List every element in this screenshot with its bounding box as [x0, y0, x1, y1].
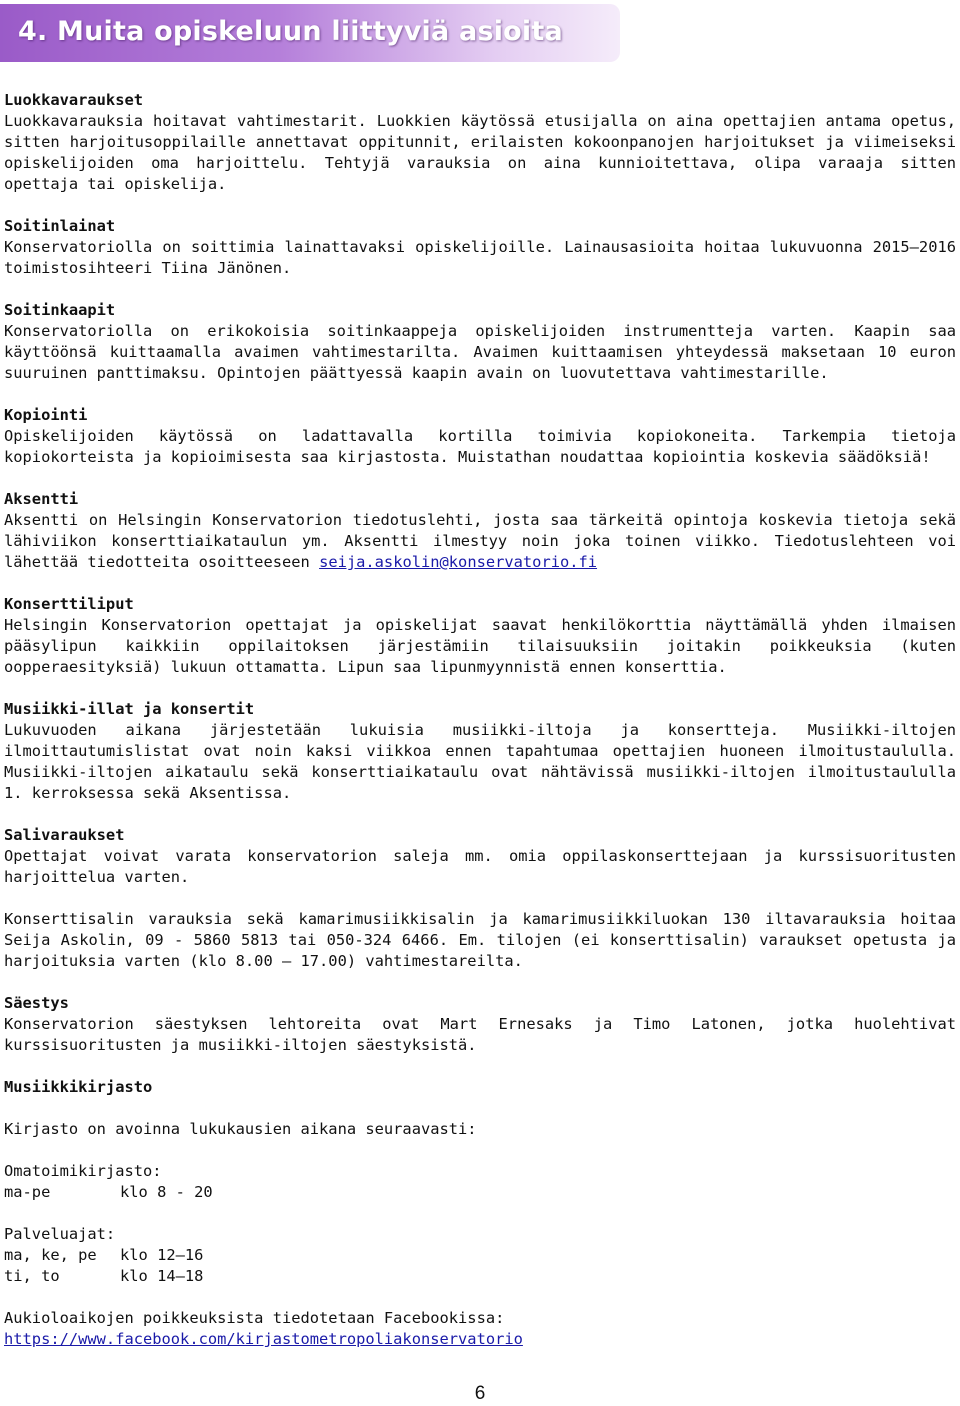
document-body	[4, 90, 956, 1371]
section-text: Lukuvuoden aikana järjestetään lukuisia musiikki-iltoja ja konsertteja. Musiikki-iltojen ilmoittautumislistat ovat noin kaksi viikkoa ennen tapahtumaa opettajien huoneen ilmoitustaululla. Musiikki-iltojen aikataulu sekä konserttiaikataulu ovat nähtävissä musiikki-iltojen ilmoitustaululla 1. kerroksessa sekä Aksentissa.	[4, 721, 956, 802]
section-text: Konservatoriolla on erikokoisia soitinkaappeja opiskelijoiden instrumentteja varten. Kaapin saa käyttöönsä kuittaamalla avaimen vahtimestarilta. Avaimen kuittaamisen yhteydessä maksetaan 10 euron suuruinen panttimaksu. Opintojen päättyessä kaapin avain on luovutettava vahtimestarille.	[4, 322, 956, 382]
service-label: Palveluajat:	[4, 1225, 116, 1243]
section-musiikkikirjasto	[4, 1077, 956, 1350]
hours-row	[4, 1182, 956, 1203]
hours-days: ma-pe	[4, 1183, 51, 1201]
section-text: Konservatoriolla on soittimia lainattavaksi opiskelijoille. Lainausasioita hoitaa lukuvuonna 2015–2016 toimistosihteeri Tiina Jänönen.	[4, 238, 956, 277]
section-heading: Kopiointi	[4, 406, 88, 424]
section-heading: Luokkavaraukset	[4, 91, 143, 109]
section-soitinlainat	[4, 216, 956, 279]
self-service-label: Omatoimikirjasto:	[4, 1162, 162, 1180]
section-heading: Musiikkikirjasto	[4, 1078, 153, 1096]
section-heading: Musiikki-illat ja konsertit	[4, 700, 255, 718]
chapter-title: 4. Muita opiskeluun liittyviä asioita	[18, 16, 563, 47]
hours-time: klo 8 - 20	[120, 1183, 213, 1201]
chapter-header	[0, 4, 620, 62]
section-soitinkaapit	[4, 300, 956, 384]
email-link[interactable]: seija.askolin@konservatorio.fi	[319, 553, 598, 571]
section-text: Helsingin Konservatorion opettajat ja opiskelijat saavat henkilökorttia näyttämällä yhden ilmaisen pääsylipun kaikkiin oppilaitoksen järjestämiin tilaisuuksiin joitakin poikkeuksia (kuten oopperaesityksiä) lukuun ottamatta. Lipun saa lipunmyynnistä ennen konserttia.	[4, 616, 956, 676]
section-text	[4, 510, 956, 573]
hours-row	[4, 1266, 956, 1287]
section-aksentti	[4, 489, 956, 573]
page-number: 6	[474, 1383, 486, 1404]
section-text-2: Konserttisalin varauksia sekä kamarimusiikkisalin ja kamarimusiikkiluokan 130 iltavarauksia hoitaa Seija Askolin, 09 - 5860 5813 tai 050-324 6466. Em. tilojen (ei konserttisalin) varaukset opetusta ja harjoituksia varten (klo 8.00 – 17.00) vahtimestareilta.	[4, 910, 956, 970]
section-musiikki-illat	[4, 699, 956, 804]
section-text: Konservatorion säestyksen lehtoreita ovat Mart Ernesaks ja Timo Latonen, jotka huolehtivat kurssisuoritusten ja musiikki-iltojen säestyksistä.	[4, 1015, 956, 1054]
section-luokkavaraukset	[4, 90, 956, 195]
hours-row	[4, 1245, 956, 1266]
hours-time: klo 12–16	[120, 1246, 204, 1264]
section-heading: Soitinkaapit	[4, 301, 116, 319]
section-konserttiliput	[4, 594, 956, 678]
section-salivaraukset	[4, 825, 956, 972]
section-saestys	[4, 993, 956, 1056]
facebook-note: Aukioloaikojen poikkeuksista tiedotetaan Facebookissa:	[4, 1309, 505, 1327]
self-service-hours	[4, 1161, 956, 1203]
hours-days: ma, ke, pe	[4, 1246, 97, 1264]
section-heading: Konserttiliput	[4, 595, 134, 613]
section-heading: Säestys	[4, 994, 69, 1012]
section-text: Luokkavarauksia hoitavat vahtimestarit. Luokkien käytössä etusijalla on aina opettajien antama opetus, sitten harjoitusoppilaille annettavat oppitunnit, erilaisten kokoonpanojen harjoitukset ja viimeiseksi opiskelijoiden oma harjoittelu. Tehtyjä varauksia on aina kunnioitettava, olipa varaaja sitten opettaja tai opiskelija.	[4, 112, 956, 193]
section-text-body: Aksentti on Helsingin Konservatorion tiedotuslehti, josta saa tärkeitä opintoja koskevia tietoja sekä lähiviikon konserttiaikataulun ym. Aksentti ilmestyy noin joka toinen viikko. Tiedotuslehteen voi lähettää tiedotteita osoitteeseen	[4, 511, 956, 571]
hours-time: klo 14–18	[120, 1267, 204, 1285]
section-text: Opettajat voivat varata konservatorion saleja mm. omia oppilaskonserttejaan ja kurssisuoritusten harjoittelua varten.	[4, 847, 956, 886]
section-heading: Aksentti	[4, 490, 79, 508]
facebook-info	[4, 1308, 956, 1350]
section-text: Opiskelijoiden käytössä on ladattavalla kortilla toimivia kopiokoneita. Tarkempia tietoja kopiokorteista ja kopioimisesta saa kirjastosta. Muistathan noudattaa kopiointia koskevia säädöksiä!	[4, 427, 956, 466]
facebook-link[interactable]: https://www.facebook.com/kirjastometropoliakonservatorio	[4, 1330, 523, 1348]
section-heading: Soitinlainat	[4, 217, 116, 235]
hours-days: ti, to	[4, 1267, 60, 1285]
section-kopiointi	[4, 405, 956, 468]
section-heading: Salivaraukset	[4, 826, 125, 844]
library-intro: Kirjasto on avoinna lukukausien aikana seuraavasti:	[4, 1120, 477, 1138]
service-hours	[4, 1224, 956, 1287]
